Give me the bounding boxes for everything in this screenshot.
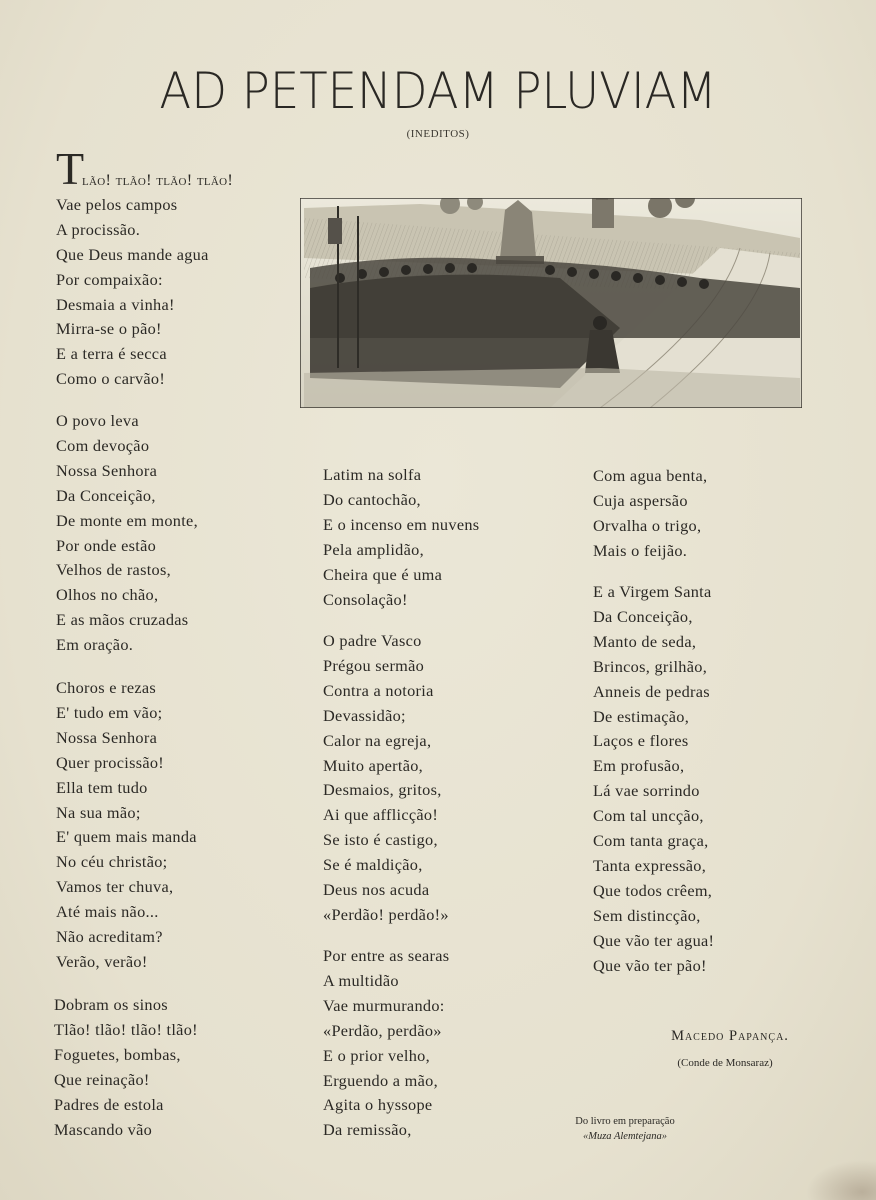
poem-line: Se é maldição,: [323, 855, 423, 875]
poem-line: Na sua mão;: [56, 802, 141, 822]
poem-line: Foguetes, bombas,: [54, 1044, 181, 1064]
poem-line: Com tanta graça,: [593, 831, 709, 851]
poem-line: Cuja aspersão: [593, 490, 688, 510]
procession-illustration: [300, 198, 802, 408]
poem-line: Devassidão;: [323, 705, 406, 725]
poem-line: No céu christão;: [56, 852, 168, 872]
stanza-1-3: [56, 676, 197, 975]
poem-line: Ella tem tudo: [56, 777, 148, 797]
poem-line: Manto de seda,: [593, 631, 697, 651]
poem-line: Não acreditam?: [56, 927, 163, 947]
poem-line: Tlão! tlão! tlão! tlão!: [54, 1019, 198, 1039]
poem-line: Consolação!: [323, 589, 408, 609]
poem-line: Lá vae sorrindo: [593, 781, 700, 801]
poem-line: Dobram os sinos: [54, 995, 168, 1014]
poem-line: Com devoção: [56, 435, 150, 455]
poem-line: Em profusão,: [593, 756, 685, 776]
poem-line: Da remissão,: [323, 1120, 412, 1140]
stanza-2-1: [323, 463, 479, 612]
poem-line: Se isto é castigo,: [323, 830, 438, 850]
poem-line: Nossa Senhora: [56, 460, 158, 480]
poem-line: E as mãos cruzadas: [56, 610, 189, 630]
poem-line: E o incenso em nuvens: [323, 514, 480, 534]
poem-line: Da Conceição,: [593, 606, 693, 626]
poem-line: Em oração.: [56, 635, 134, 655]
poem-line: Ai que afflicção!: [323, 805, 439, 825]
poem-line: Por entre as searas: [323, 946, 450, 965]
poem-line: Deus nos acuda: [323, 880, 430, 900]
poem-line: Calor na egreja,: [323, 730, 432, 750]
stanza-2-2: [323, 629, 449, 928]
poem-line: O povo leva: [56, 411, 139, 430]
poem-line: Mirra-se o pão!: [56, 319, 162, 339]
poem-line: E' tudo em vão;: [56, 702, 163, 722]
poem-line: Vae pelos campos: [56, 194, 178, 214]
poem-line: De estimação,: [593, 706, 690, 726]
poem-line: Por compaixão:: [56, 269, 163, 289]
poem-line: «Perdão, perdão»: [323, 1020, 442, 1040]
stanza-2-3: [323, 944, 449, 1143]
poem-line: E' quem mais manda: [56, 827, 197, 847]
poem-line: «Perdão! perdão!»: [323, 904, 449, 924]
poem-line: Sem distincção,: [593, 905, 701, 925]
first-line: [56, 143, 234, 194]
poem-line: Que vão ter pão!: [593, 955, 707, 975]
poem-line: Vae murmurando:: [323, 995, 445, 1015]
poem-line: Que Deus mande agua: [56, 244, 209, 264]
poem-line: Cheira que é uma: [323, 564, 443, 584]
poem-line: Como o carvão!: [56, 369, 166, 389]
paper-stain: [806, 1160, 876, 1200]
source-note: Do livro em preparação: [575, 1116, 675, 1127]
poem-line: Por onde estão: [56, 535, 157, 555]
first-line-rest: lão! tlão! tlão! tlão!: [82, 170, 234, 189]
stanza-1-4: [54, 993, 198, 1142]
poem-line: Até mais não...: [56, 902, 159, 922]
poem-line: Erguendo a mão,: [323, 1070, 438, 1090]
poem-line: Contra a notoria: [323, 680, 434, 700]
poem-line: Desmaia a vinha!: [56, 294, 175, 314]
poem-line: E o prior velho,: [323, 1045, 430, 1065]
author-alias: (Conde de Monsaraz): [677, 1057, 773, 1069]
stanza-3-2: [593, 580, 714, 979]
poem-line: Que todos crêem,: [593, 880, 713, 900]
poem-line: Velhos de rastos,: [56, 560, 171, 580]
poem-line: Orvalha o trigo,: [593, 515, 702, 535]
poem-line: Da Conceição,: [56, 485, 156, 505]
poem-line: Pela amplidão,: [323, 539, 424, 559]
poem-line: Padres de estola: [54, 1094, 164, 1114]
poem-line: Agita o hyssope: [323, 1095, 433, 1115]
poem-line: Que reinação!: [54, 1069, 150, 1089]
poem-line: Com agua benta,: [593, 466, 708, 485]
poem-line: A procissão.: [56, 219, 141, 239]
poem-line: Tanta expressão,: [593, 855, 707, 875]
poem-line: Mais o feijão.: [593, 540, 688, 560]
poem-line: Verão, verão!: [56, 951, 148, 971]
poem-line: De monte em monte,: [56, 510, 198, 530]
source-book-title: «Muza Alemtejana»: [582, 1131, 668, 1142]
poem-line: Laços e flores: [593, 731, 689, 751]
poem-line: E a terra é secca: [56, 344, 167, 364]
poem-line: A multidão: [323, 970, 399, 990]
poem-line: Prégou sermão: [323, 655, 425, 675]
drop-cap: T: [56, 143, 85, 194]
stanza-3-1: [593, 464, 707, 564]
poem-line: Vamos ter chuva,: [56, 877, 174, 897]
poem-line: Olhos no chão,: [56, 585, 159, 605]
poem-line: Muito apertão,: [323, 755, 424, 775]
page-title: AD PETENDAM PLUVIAM: [159, 62, 717, 120]
poem-line: Quer procissão!: [56, 752, 165, 772]
poem-line: Do cantochão,: [323, 489, 421, 509]
poem-line: O padre Vasco: [323, 631, 422, 650]
poem-line: Anneis de pedras: [593, 681, 710, 701]
poem-line: Nossa Senhora: [56, 727, 158, 747]
stanza-1-1: [56, 143, 234, 392]
poem-line: Que vão ter agua!: [593, 930, 715, 950]
author-signature: Macedo Papança.: [671, 1028, 789, 1044]
page-subtitle: (INEDITOS): [406, 128, 470, 140]
poem-line: Mascando vão: [54, 1119, 153, 1139]
poem-line: Latim na solfa: [323, 465, 422, 484]
poem-line: Desmaios, gritos,: [323, 780, 442, 800]
poem-line: Com tal uncção,: [593, 806, 704, 826]
poem-line: Brincos, grilhão,: [593, 656, 708, 676]
poem-line: E a Virgem Santa: [593, 582, 712, 601]
poem-line: Choros e rezas: [56, 678, 157, 697]
stanza-1-2: [56, 409, 198, 658]
